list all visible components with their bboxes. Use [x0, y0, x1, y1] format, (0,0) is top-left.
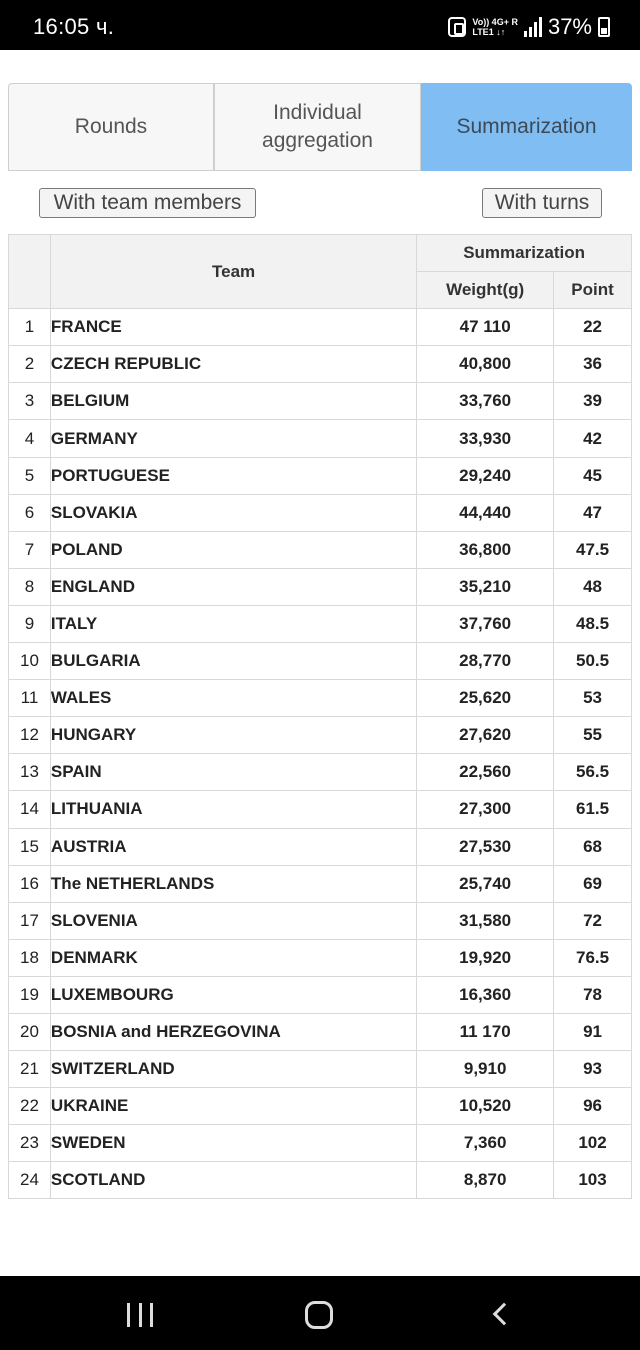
point-cell: 47 — [554, 494, 632, 531]
table-row — [9, 605, 632, 642]
table-row — [9, 791, 632, 828]
team-cell: SCOTLAND — [50, 1162, 416, 1199]
rank-cell: 7 — [9, 531, 51, 568]
team-cell: FRANCE — [50, 309, 416, 346]
team-cell: SPAIN — [50, 754, 416, 791]
team-cell: ENGLAND — [50, 568, 416, 605]
team-cell: LUXEMBOURG — [50, 976, 416, 1013]
weight-cell: 37,760 — [417, 605, 554, 642]
rank-cell: 10 — [9, 643, 51, 680]
table-row — [9, 568, 632, 605]
rank-cell: 18 — [9, 939, 51, 976]
table-row — [9, 939, 632, 976]
results-table — [8, 234, 632, 1199]
weight-cell: 9,910 — [417, 1051, 554, 1088]
table-row — [9, 457, 632, 494]
weight-cell: 36,800 — [417, 531, 554, 568]
team-header: Team — [50, 235, 416, 309]
table-row — [9, 680, 632, 717]
rank-cell: 19 — [9, 976, 51, 1013]
table-row — [9, 1051, 632, 1088]
back-icon[interactable] — [493, 1303, 516, 1326]
weight-cell: 25,620 — [417, 680, 554, 717]
network-bottom-text: LTE1 ↓↑ — [472, 27, 506, 37]
table-row — [9, 309, 632, 346]
point-cell: 39 — [554, 383, 632, 420]
table-row — [9, 420, 632, 457]
battery-icon — [598, 17, 610, 37]
rank-cell: 9 — [9, 605, 51, 642]
with-team-members-button[interactable]: With team members — [39, 188, 256, 218]
status-bar — [0, 0, 640, 50]
team-cell: BULGARIA — [50, 643, 416, 680]
tab-summarization[interactable]: Summarization — [421, 83, 632, 171]
point-cell: 68 — [554, 828, 632, 865]
rank-cell: 12 — [9, 717, 51, 754]
team-cell: DENMARK — [50, 939, 416, 976]
team-cell: BOSNIA and HERZEGOVINA — [50, 1013, 416, 1050]
team-cell: SLOVAKIA — [50, 494, 416, 531]
point-cell: 48.5 — [554, 605, 632, 642]
point-cell: 96 — [554, 1088, 632, 1125]
weight-cell: 27,620 — [417, 717, 554, 754]
point-cell: 76.5 — [554, 939, 632, 976]
network-indicator — [472, 17, 518, 37]
table-row — [9, 1013, 632, 1050]
point-cell: 53 — [554, 680, 632, 717]
weight-cell: 7,360 — [417, 1125, 554, 1162]
team-cell: AUSTRIA — [50, 828, 416, 865]
point-cell: 50.5 — [554, 643, 632, 680]
rank-cell: 23 — [9, 1125, 51, 1162]
point-cell: 69 — [554, 865, 632, 902]
point-cell: 93 — [554, 1051, 632, 1088]
team-cell: WALES — [50, 680, 416, 717]
navigation-bar — [0, 1276, 640, 1350]
point-cell: 103 — [554, 1162, 632, 1199]
rank-cell: 6 — [9, 494, 51, 531]
point-cell: 47.5 — [554, 531, 632, 568]
rank-cell: 4 — [9, 420, 51, 457]
table-row — [9, 643, 632, 680]
team-cell: ITALY — [50, 605, 416, 642]
rank-cell: 16 — [9, 865, 51, 902]
point-cell: 36 — [554, 346, 632, 383]
rank-cell: 8 — [9, 568, 51, 605]
tab-individual-aggregation-label: Individual aggregation — [262, 101, 373, 152]
rank-cell: 3 — [9, 383, 51, 420]
team-cell: SWITZERLAND — [50, 1051, 416, 1088]
rank-cell: 15 — [9, 828, 51, 865]
table-row — [9, 828, 632, 865]
weight-cell: 27,530 — [417, 828, 554, 865]
tab-rounds[interactable]: Rounds — [8, 83, 214, 171]
table-row — [9, 383, 632, 420]
point-cell: 56.5 — [554, 754, 632, 791]
point-cell: 78 — [554, 976, 632, 1013]
point-cell: 45 — [554, 457, 632, 494]
notification-icon — [448, 17, 466, 37]
team-cell: SWEDEN — [50, 1125, 416, 1162]
rank-cell: 2 — [9, 346, 51, 383]
table-row — [9, 976, 632, 1013]
rank-cell: 24 — [9, 1162, 51, 1199]
weight-cell: 33,930 — [417, 420, 554, 457]
weight-cell: 28,770 — [417, 643, 554, 680]
weight-cell: 47 110 — [417, 309, 554, 346]
weight-cell: 25,740 — [417, 865, 554, 902]
team-cell: LITHUANIA — [50, 791, 416, 828]
table-row — [9, 902, 632, 939]
weight-cell: 31,580 — [417, 902, 554, 939]
point-header: Point — [554, 272, 632, 309]
rank-cell: 20 — [9, 1013, 51, 1050]
point-cell: 91 — [554, 1013, 632, 1050]
rank-cell: 21 — [9, 1051, 51, 1088]
status-time: 16:05 ч. — [33, 14, 115, 39]
point-cell: 42 — [554, 420, 632, 457]
with-turns-button[interactable]: With turns — [482, 188, 602, 218]
rank-cell: 13 — [9, 754, 51, 791]
weight-header: Weight(g) — [417, 272, 554, 309]
team-cell: HUNGARY — [50, 717, 416, 754]
team-cell: The NETHERLANDS — [50, 865, 416, 902]
tab-bar — [8, 83, 632, 171]
table-row — [9, 754, 632, 791]
team-cell: CZECH REPUBLIC — [50, 346, 416, 383]
team-cell: GERMANY — [50, 420, 416, 457]
point-cell: 102 — [554, 1125, 632, 1162]
table-row — [9, 865, 632, 902]
team-cell: SLOVENIA — [50, 902, 416, 939]
weight-cell: 44,440 — [417, 494, 554, 531]
point-cell: 48 — [554, 568, 632, 605]
rank-cell: 17 — [9, 902, 51, 939]
rank-cell: 11 — [9, 680, 51, 717]
weight-cell: 40,800 — [417, 346, 554, 383]
table-row — [9, 1162, 632, 1199]
network-top-text: Vo)) 4G+ R — [472, 17, 518, 27]
summarization-header: Summarization — [417, 235, 632, 272]
home-icon[interactable] — [305, 1301, 333, 1329]
weight-cell: 19,920 — [417, 939, 554, 976]
rank-header — [9, 235, 51, 309]
table-body — [9, 309, 632, 1199]
weight-cell: 11 170 — [417, 1013, 554, 1050]
rank-cell: 22 — [9, 1088, 51, 1125]
battery-percent: 37% — [547, 14, 592, 39]
status-icons — [448, 14, 610, 40]
signal-icon — [524, 17, 542, 37]
point-cell: 61.5 — [554, 791, 632, 828]
point-cell: 72 — [554, 902, 632, 939]
weight-cell: 10,520 — [417, 1088, 554, 1125]
rank-cell: 14 — [9, 791, 51, 828]
weight-cell: 27,300 — [417, 791, 554, 828]
rank-cell: 5 — [9, 457, 51, 494]
table-row — [9, 494, 632, 531]
weight-cell: 33,760 — [417, 383, 554, 420]
team-cell: BELGIUM — [50, 383, 416, 420]
table-row — [9, 1088, 632, 1125]
table-row — [9, 717, 632, 754]
team-cell: UKRAINE — [50, 1088, 416, 1125]
point-cell: 22 — [554, 309, 632, 346]
weight-cell: 22,560 — [417, 754, 554, 791]
team-cell: POLAND — [50, 531, 416, 568]
table-row — [9, 346, 632, 383]
table-row — [9, 1125, 632, 1162]
rank-cell: 1 — [9, 309, 51, 346]
weight-cell: 35,210 — [417, 568, 554, 605]
table-row — [9, 531, 632, 568]
weight-cell: 29,240 — [417, 457, 554, 494]
tab-individual-aggregation[interactable] — [214, 83, 421, 171]
point-cell: 55 — [554, 717, 632, 754]
recents-icon[interactable] — [127, 1303, 153, 1327]
weight-cell: 8,870 — [417, 1162, 554, 1199]
weight-cell: 16,360 — [417, 976, 554, 1013]
team-cell: PORTUGUESE — [50, 457, 416, 494]
